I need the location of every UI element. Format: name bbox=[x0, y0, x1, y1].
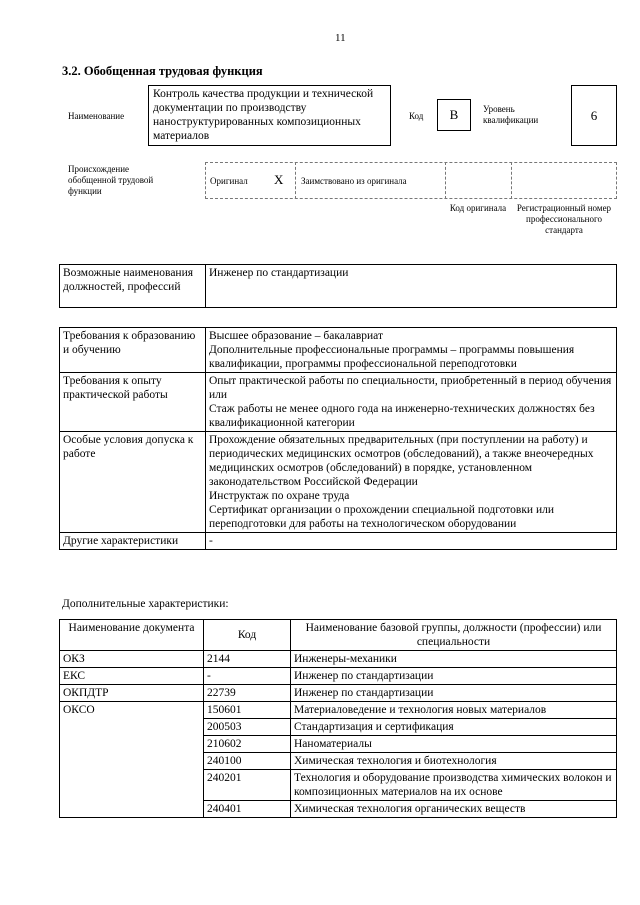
positions-value: Инженер по стандартизации bbox=[206, 265, 617, 308]
cell-name: Технология и оборудование производства химических волокон и композиционных материалов на их основе bbox=[291, 770, 617, 801]
function-name-box bbox=[148, 85, 391, 146]
cell-name: Химическая технология органических веществ bbox=[291, 801, 617, 818]
req-value-education bbox=[206, 328, 617, 373]
cell-name: Стандартизация и сертификация bbox=[291, 719, 617, 736]
req-line: Дополнительные профессиональные программы – программы повышения квалификации, программы профессиональной переподготовки bbox=[209, 344, 575, 370]
additional-title: Дополнительные характеристики: bbox=[62, 598, 229, 610]
origin-box bbox=[205, 162, 617, 199]
cell-doc: ЕКС bbox=[60, 668, 204, 685]
cell-code: 200503 bbox=[204, 719, 291, 736]
original-mark: X bbox=[274, 172, 284, 187]
cell-doc: ОКСО bbox=[60, 702, 204, 818]
cell-code: 240100 bbox=[204, 753, 291, 770]
table-row bbox=[60, 373, 617, 432]
req-line: Стаж работы не менее одного года на инженерно-технических должностях без квалификационной категории bbox=[209, 403, 595, 429]
col-header-code: Код bbox=[204, 620, 291, 651]
origin-divider bbox=[295, 162, 296, 199]
cell-code: 240201 bbox=[204, 770, 291, 801]
level-value: 6 bbox=[590, 108, 598, 123]
table-header-row bbox=[60, 620, 617, 651]
req-label-experience: Требования к опыту практической работы bbox=[60, 373, 206, 432]
origin-label: Происхождение обобщенной трудовой функции bbox=[68, 164, 154, 196]
cell-name: Инженеры-механики bbox=[291, 651, 617, 668]
req-line: Сертификат организации о прохождении специальной подготовки или переподготовки для работы на технологическом оборудовании bbox=[209, 504, 555, 530]
additional-table bbox=[59, 619, 617, 818]
cell-code: 150601 bbox=[204, 702, 291, 719]
cell-code: 2144 bbox=[204, 651, 291, 668]
req-label-other: Другие характеристики bbox=[60, 533, 206, 550]
code-value: B bbox=[449, 107, 459, 122]
req-line: Высшее образование – бакалавриат bbox=[209, 330, 383, 342]
level-value-box bbox=[571, 85, 617, 146]
cell-doc: ОКЗ bbox=[60, 651, 204, 668]
original-label: Оригинал bbox=[210, 176, 248, 186]
table-row bbox=[60, 651, 617, 668]
level-label: Уровень квалификации bbox=[483, 104, 539, 125]
reg-number-caption: Регистрационный номер профессионального стандарта bbox=[516, 203, 612, 235]
cell-name: Инженер по стандартизации bbox=[291, 668, 617, 685]
col-header-name: Наименование базовой группы, должности (профессии) или специальности bbox=[291, 620, 617, 651]
req-line: Инструктаж по охране труда bbox=[209, 490, 350, 502]
table-row bbox=[60, 702, 617, 719]
cell-code: 210602 bbox=[204, 736, 291, 753]
req-value-experience bbox=[206, 373, 617, 432]
req-label-education: Требования к образованию и обучению bbox=[60, 328, 206, 373]
table-row bbox=[60, 432, 617, 533]
req-value-other bbox=[206, 533, 617, 550]
cell-name: Химическая технология и биотехнология bbox=[291, 753, 617, 770]
req-value-special bbox=[206, 432, 617, 533]
cell-doc: ОКПДТР bbox=[60, 685, 204, 702]
borrowed-label: Заимствовано из оригинала bbox=[301, 176, 407, 186]
positions-table bbox=[59, 264, 617, 308]
table-row bbox=[60, 328, 617, 373]
page-number: 11 bbox=[335, 32, 346, 44]
table-row bbox=[60, 668, 617, 685]
req-line: - bbox=[209, 535, 213, 547]
cell-code: - bbox=[204, 668, 291, 685]
req-line: Опыт практической работы по специальности, приобретенный в период обучения bbox=[209, 375, 612, 387]
requirements-table bbox=[59, 327, 617, 550]
code-label: Код bbox=[409, 111, 424, 121]
req-line: или bbox=[209, 389, 228, 401]
origin-divider bbox=[445, 162, 446, 199]
cell-name: Наноматериалы bbox=[291, 736, 617, 753]
name-label: Наименование bbox=[68, 111, 125, 121]
cell-code: 240401 bbox=[204, 801, 291, 818]
section-title: 3.2. Обобщенная трудовая функция bbox=[62, 64, 263, 78]
cell-name: Материаловедение и технология новых материалов bbox=[291, 702, 617, 719]
table-row bbox=[60, 265, 617, 308]
origin-divider bbox=[511, 162, 512, 199]
code-original-caption: Код оригинала bbox=[449, 203, 507, 213]
cell-code: 22739 bbox=[204, 685, 291, 702]
table-row bbox=[60, 533, 617, 550]
positions-label: Возможные наименования должностей, профессий bbox=[60, 265, 206, 308]
req-label-special: Особые условия допуска к работе bbox=[60, 432, 206, 533]
col-header-doc: Наименование документа bbox=[60, 620, 204, 651]
cell-name: Инженер по стандартизации bbox=[291, 685, 617, 702]
req-line: Прохождение обязательных предварительных (при поступлении на работу) и периодических медицинских осмотров (обследований), а также внеочередных медицинских осмотров (обследований) в порядке, установленном законодательством Российской Федерации bbox=[209, 434, 594, 488]
function-name-value: Контроль качества продукции и технической документации по производству наноструктурированных композиционных материалов bbox=[153, 88, 374, 142]
table-row bbox=[60, 685, 617, 702]
code-value-box bbox=[437, 99, 471, 131]
